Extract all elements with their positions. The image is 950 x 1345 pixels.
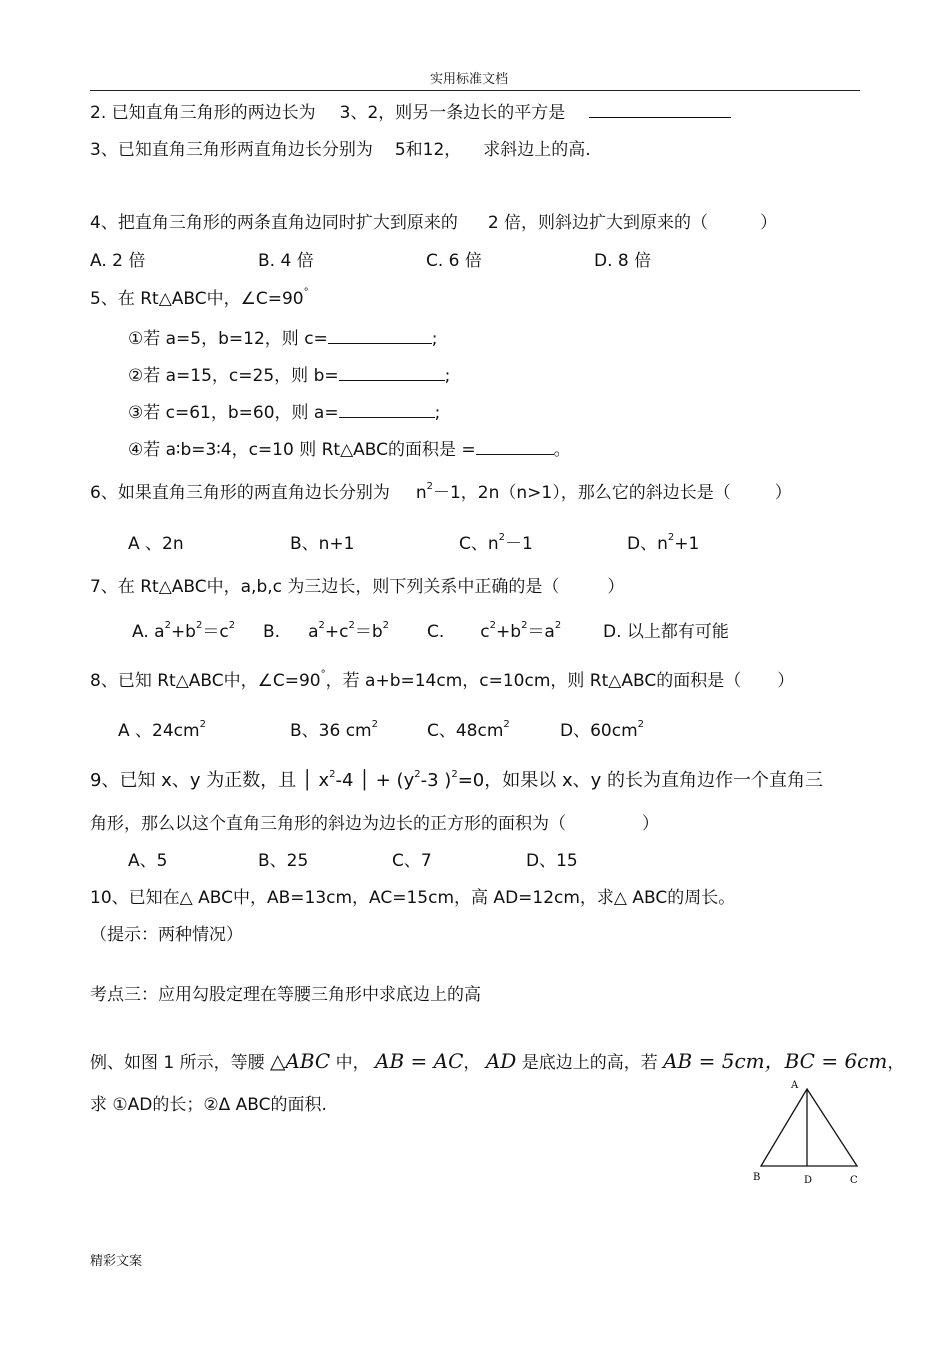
question-5 [90, 288, 309, 310]
question-8 [90, 670, 794, 692]
exp: 2 [489, 620, 497, 631]
q8-option-b [290, 720, 378, 742]
q8-c-text: C、48cm [427, 721, 504, 741]
q7-a-1: A. a [132, 622, 165, 642]
q6-text-c: ） [774, 483, 792, 503]
q6-option-d [627, 533, 699, 555]
example-eq-1: AB = AC [375, 1049, 464, 1073]
q6-option-d-text: D、n [627, 534, 668, 554]
q8-text-b: ，若 a+b=14cm，c=10cm，则 Rt△ABC的面积是（ [325, 671, 742, 691]
q7-c-3: ＝a [527, 622, 555, 642]
q5-sub-4-text: ④若 a∶b=3∶4，c=10 则 Rt△ABC的面积是 = [128, 440, 476, 460]
q7-option-b [263, 621, 389, 643]
q9-option-c: C、7 [392, 851, 432, 871]
q7-b-1: a [308, 622, 319, 642]
q8-a-text: A 、24cm [118, 721, 200, 741]
q7-option-a [132, 621, 235, 643]
exp: 2 [228, 620, 236, 631]
q4-option-a: A. 2 倍 [90, 251, 146, 271]
q9-line-2-text: 角形，那么以这个直角三角形的斜边为边长的正方形的面积为（ [90, 814, 566, 834]
answer-blank [339, 401, 435, 418]
q5-sub-1-end: ; [431, 329, 438, 349]
q2-text-a: 2. 已知直角三角形的两边长为 [90, 103, 316, 123]
header-rule [90, 90, 860, 91]
example-text-a: 例、如图 1 所示，等腰 [90, 1053, 265, 1073]
q4-text-b: 2 倍，则斜边扩大到原来的（ [487, 213, 709, 233]
q3-text-b: 5和12， [394, 140, 462, 160]
q3-text-a: 3、已知直角三角形两直角边长分别为 [90, 140, 373, 160]
question-6 [90, 482, 792, 504]
q5-sub-3 [128, 401, 440, 424]
q5-sub-4-end: 。 [553, 440, 571, 460]
exp: 2 [329, 769, 336, 780]
answer-blank [339, 364, 445, 381]
q9-text-b: -4 │ + (y [335, 770, 415, 791]
question-3 [90, 139, 591, 161]
q9-text-d: =0，如果以 x、y 的长为直角边作一个直角三 [457, 770, 823, 791]
footer-text: 精彩文案 [90, 1254, 143, 1269]
q4-text-c: ） [760, 213, 778, 233]
q9-option-a: A、5 [128, 851, 168, 871]
q7-b-2: +c [324, 622, 349, 642]
exp: 2 [451, 769, 458, 780]
q8-text-a: 8、已知 Rt△ABC中，∠C=90 [90, 671, 321, 691]
q9-line-2 [90, 813, 659, 835]
example-eq-2: AB = 5cm，BC = 6cm [663, 1049, 888, 1073]
q10-hint: （提示：两种情况） [90, 925, 243, 945]
q7-c-2: +b [496, 622, 522, 642]
q8-text-c: ） [777, 671, 795, 691]
q9-text-c: -3 ) [420, 770, 452, 791]
q9-option-d: D、15 [526, 851, 578, 871]
q7-b-3: ＝b [354, 622, 383, 642]
q7-c-1: c [480, 622, 490, 642]
q3-text-c: 求斜边上的高. [483, 140, 591, 160]
q7-option-d: D. 以上都有可能 [603, 622, 729, 642]
question-4 [90, 212, 777, 234]
q8-b-text: B、36 cm [290, 721, 372, 741]
exp: 2 [371, 719, 378, 730]
question-7 [90, 576, 624, 598]
q6-exp: 2 [426, 481, 433, 492]
q6-text-b: －1，2n（n>1），那么它的斜边长是（ [432, 483, 731, 503]
q7-option-c [427, 621, 561, 643]
q6-option-c-text: C、n [459, 534, 499, 554]
example-text-d: 是底边上的高，若 [521, 1053, 658, 1073]
q7-b-0: B. [263, 622, 281, 642]
q8-option-d [560, 720, 644, 742]
example-text-b: 中， [335, 1053, 370, 1073]
q5-sub-3-text: ③若 c=61，b=60，则 a= [128, 403, 339, 423]
q6-option-d-rest: +1 [674, 534, 700, 554]
question-10: 10、已知在△ ABC中，AB=13cm，AC=15cm，高 AD=12cm，求△ ABC的周长。 [90, 888, 736, 908]
isosceles-triangle-figure [745, 1075, 870, 1190]
exp: 2 [348, 620, 355, 631]
q5-sub-4 [128, 438, 571, 461]
exp: 2 [637, 719, 645, 730]
q5-sub-1-text: ①若 a=5，b=12，则 c= [128, 329, 328, 349]
q5-sub-2-text: ②若 a=15，c=25，则 b= [128, 366, 339, 386]
label-b: B [753, 1172, 761, 1183]
question-2 [90, 101, 731, 124]
q4-option-d: D. 8 倍 [594, 251, 652, 271]
exp: 2 [195, 620, 203, 631]
header-title: 实用标准文档 [430, 72, 509, 87]
q6-option-c-rest: －1 [505, 534, 533, 554]
q8-option-c [427, 720, 510, 742]
q5-sub-3-end: ; [434, 403, 441, 423]
q6-option-c-exp: 2 [498, 532, 506, 543]
q6-text-a: 6、如果直角三角形的两直角边长分别为 [90, 483, 390, 503]
exp: 2 [503, 719, 510, 730]
q4-option-c: C. 6 倍 [426, 251, 482, 271]
q6-option-a: A 、2n [128, 534, 184, 554]
label-a: A [791, 1080, 799, 1091]
q7-text-a: 7、在 Rt△ABC中，a,b,c 为三边长，则下列关系中正确的是（ [90, 577, 560, 597]
example-line-2: 求 ①AD的长；②Δ ABC的面积. [90, 1095, 327, 1115]
q5-sub-2-end: ; [444, 366, 451, 386]
exp: 2 [414, 769, 421, 780]
q9-text-a: 9、已知 x、y 为正数，且 │ x [90, 770, 330, 791]
example-text-e: ， [887, 1053, 905, 1073]
answer-blank [476, 438, 554, 455]
example-ad: AD [485, 1049, 517, 1073]
exp: 2 [199, 719, 206, 730]
label-c: C [850, 1175, 858, 1186]
exp: 2 [554, 620, 562, 631]
q5-stem: 5、在 Rt△ABC中，∠C=90 [90, 289, 304, 309]
q5-sub-2 [128, 364, 450, 387]
q4-text-a: 4、把直角三角形的两条直角边同时扩大到原来的 [90, 213, 458, 233]
degree-sign: ° [303, 287, 309, 298]
exp: 2 [382, 620, 390, 631]
triangle-abc [761, 1089, 857, 1166]
example-triangle: △ABC [270, 1049, 331, 1073]
example-line-1 [90, 1050, 904, 1074]
answer-blank [589, 101, 731, 118]
exp: 2 [318, 620, 325, 631]
section-3-title: 考点三：应用勾股定理在等腰三角形中求底边上的高 [90, 985, 481, 1005]
q6-n: n [415, 483, 427, 503]
degree-sign: ° [320, 669, 326, 680]
question-9 [90, 770, 823, 792]
q8-option-a [118, 720, 206, 742]
q7-a-3: ＝c [202, 622, 229, 642]
q4-option-b: B. 4 倍 [258, 251, 314, 271]
q5-sub-1 [128, 327, 438, 350]
q2-text-b: 3、2，则另一条边长的平方是 [339, 103, 566, 123]
q6-option-c [459, 533, 533, 555]
q6-option-d-exp: 2 [667, 532, 675, 543]
q7-text-c: ） [607, 577, 625, 597]
exp: 2 [521, 620, 528, 631]
exp: 2 [164, 620, 171, 631]
example-text-c: ， [463, 1053, 481, 1073]
q7-c-0: C. [427, 622, 445, 642]
q6-option-b: B、n+1 [290, 534, 355, 554]
q9-option-b: B、25 [258, 851, 309, 871]
q8-d-text: D、60cm [560, 721, 638, 741]
answer-blank [328, 327, 432, 344]
q9-line-2-end: ） [642, 814, 659, 834]
label-d: D [804, 1175, 813, 1186]
q7-a-2: +b [170, 622, 196, 642]
